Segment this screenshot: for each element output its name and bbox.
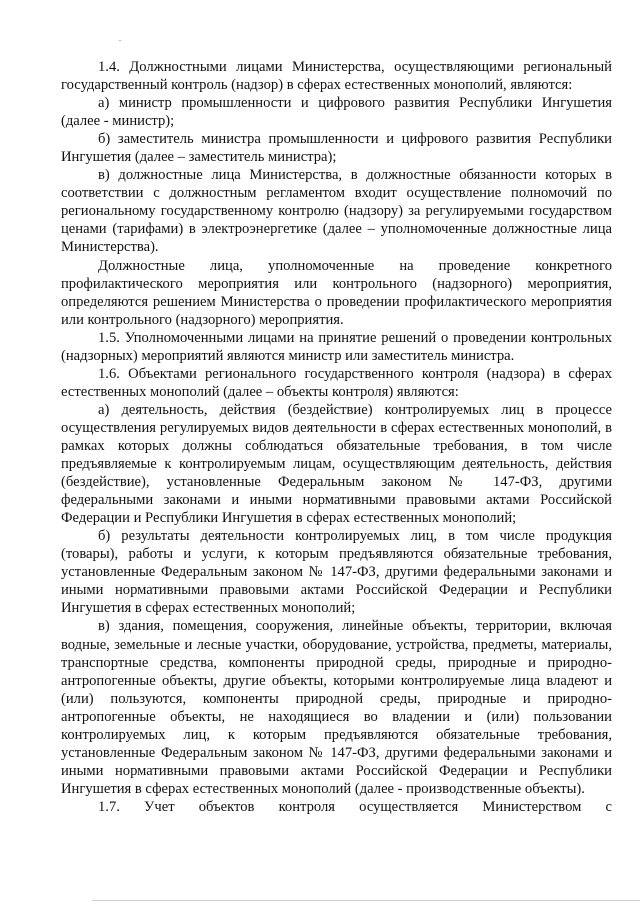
scan-mark: [119, 40, 121, 41]
paragraph-1-4-v: в) должностные лица Министерства, в должностные обязанности которых в соответствии с должностным регламентом входит осуществление полномочий по региональному государственному контролю (надзору) за регулируемыми государством ценами (тарифами) в электроэнергетике (далее – уполномоченные должностные лица Министерства).: [61, 167, 612, 256]
paragraph-1-4-b: б) заместитель министра промышленности и цифрового развития Республики Ингушетия (далее – заместитель министра);: [61, 131, 612, 166]
paragraph-1-7: 1.7. Учет объектов контроля осуществляется Министерством с: [98, 798, 612, 815]
paragraph-1-6-a: а) деятельность, действия (бездействие) контролируемых лиц в процессе осуществления регулируемых видов деятельности в сферах естественных монополий, в рамках которых должны соблюдаться обязательные требования, в том числе предъявляемые к контролируемым лицам, осуществляющим деятельность, действия (бездействие), установленные Федеральным законом № 147-ФЗ, другими федеральными законами и иными нормативными правовыми актами Российской Федерации и Республики Ингушетия в сферах естественных монополий;: [61, 401, 612, 527]
paragraph-1-5: 1.5. Уполномоченными лицами на принятие решений о проведении контрольных (надзорных) мероприятий являются министр или заместитель министра.: [61, 329, 612, 364]
paragraph-1-4-a: а) министр промышленности и цифрового развития Республики Ингушетия (далее - министр);: [61, 95, 612, 130]
paragraph-1-4: 1.4. Должностными лицами Министерства, осуществляющими региональный государственный контроль (надзор) в сферах естественных монополий, являются:: [61, 59, 612, 94]
page-bottom-edge: [92, 900, 640, 901]
document-body: [61, 58, 612, 816]
paragraph-1-6-v: в) здания, помещения, сооружения, линейные объекты, территории, включая водные, земельные и лесные участки, оборудование, устройства, предметы, материалы, транспортные средства, компоненты природной среды, природные и природно-антропогенные объекты, другие объекты, которыми контролируемые лица владеют и (или) пользуются, компоненты природной среды, природные и природно-антропогенные объекты, не находящиеся во владении и (или) пользовании контролируемых лиц, к которым предъявляются обязательные требования, установленные Федеральным законом № 147-ФЗ, другими федеральными законами и иными нормативными правовыми актами Российской Федерации и Республики Ингушетия в сферах естественных монополий (далее - производственные объекты).: [61, 618, 612, 797]
paragraph-authorized-officials: Должностные лица, уполномоченные на проведение конкретного профилактического мероприятия или контрольного (надзорного) мероприятия, определяются решением Министерства о проведении профилактического мероприятия или контрольного (надзорного) мероприятия.: [61, 257, 612, 328]
paragraph-1-6: 1.6. Объектами регионального государственного контроля (надзора) в сферах естественных монополий (далее – объекты контроля) являются:: [61, 365, 612, 400]
paragraph-1-6-b: б) результаты деятельности контролируемых лиц, в том числе продукция (товары), работы и услуги, к которым предъявляются обязательные требования, установленные Федеральным законом № 147-ФЗ, другими федеральными законами и иными нормативными правовыми актами Российской Федерации и Республики Ингушетия в сферах естественных монополий;: [61, 528, 612, 617]
